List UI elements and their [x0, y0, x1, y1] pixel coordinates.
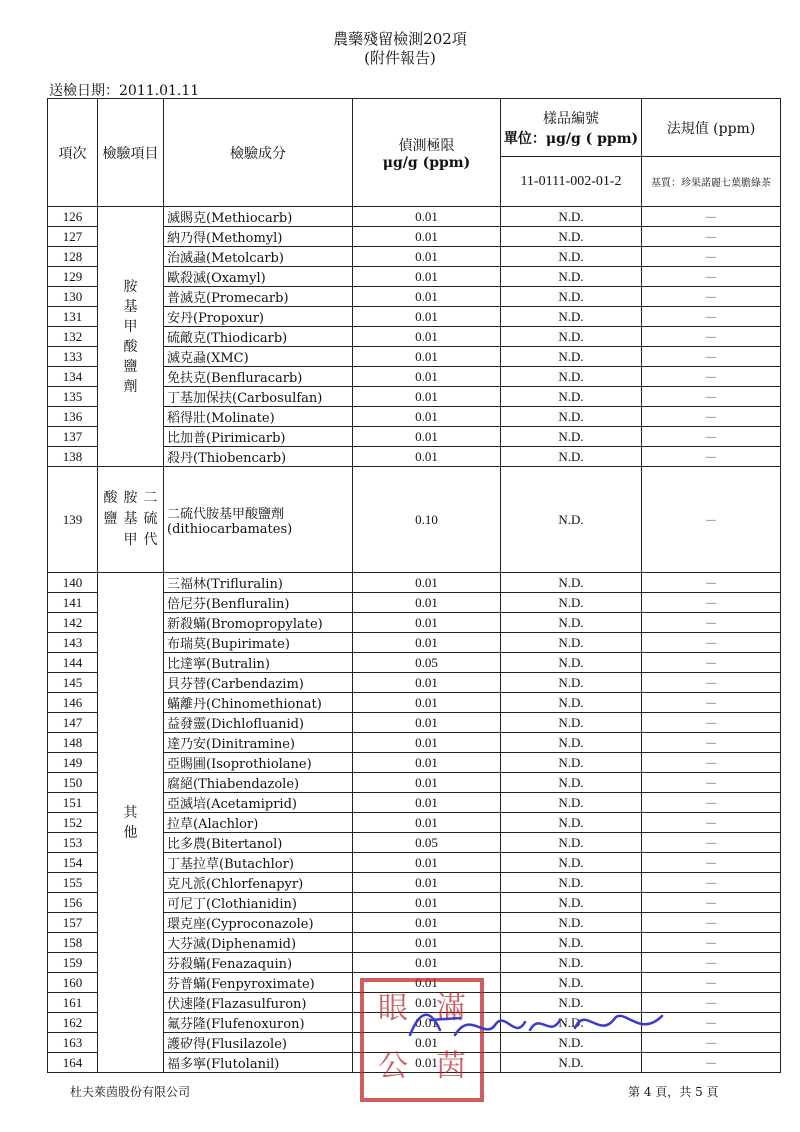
regulation-value: － [642, 267, 781, 287]
detection-limit: 0.01 [353, 307, 501, 327]
component-name: 普滅克(Promecarb) [164, 287, 353, 307]
detection-limit: 0.01 [353, 287, 501, 307]
test-result: N.D. [501, 387, 642, 407]
regulation-value: － [642, 613, 781, 633]
test-result: N.D. [501, 973, 642, 993]
component-name: 貝芬替(Carbendazim) [164, 673, 353, 693]
regulation-value: － [642, 813, 781, 833]
item-number: 156 [48, 893, 98, 913]
category-carbamate [98, 207, 164, 467]
component-name: 可尼丁(Clothianidin) [164, 893, 353, 913]
footer-company: 杜夫萊茵股份有限公司 [70, 1085, 191, 1099]
detection-limit: 0.05 [353, 833, 501, 853]
sample-matrix: 基質：珍果諾麗七葉膽綠茶 [642, 157, 781, 207]
test-result: N.D. [501, 813, 642, 833]
regulation-value: － [642, 573, 781, 593]
test-result: N.D. [501, 853, 642, 873]
test-result: N.D. [501, 227, 642, 247]
test-result: N.D. [501, 573, 642, 593]
item-number: 141 [48, 593, 98, 613]
header-limit-line1: 偵測極限 [398, 137, 455, 154]
detection-limit: 0.01 [353, 633, 501, 653]
table-row [48, 207, 781, 227]
test-result: N.D. [501, 447, 642, 467]
test-result: N.D. [501, 773, 642, 793]
regulation-value: － [642, 793, 781, 813]
component-name: 新殺蟎(Bromopropylate) [164, 613, 353, 633]
submission-date: 送檢日期：2011.01.11 [49, 83, 200, 99]
item-number: 151 [48, 793, 98, 813]
detection-limit: 0.01 [353, 993, 501, 1013]
test-result: N.D. [501, 993, 642, 1013]
component-name: 氟芬隆(Flufenoxuron) [164, 1013, 353, 1033]
header-regulation: 法規值 (ppm) [642, 99, 781, 157]
item-number: 136 [48, 407, 98, 427]
test-result: N.D. [501, 1013, 642, 1033]
header-sample [501, 99, 642, 157]
regulation-value: － [642, 953, 781, 973]
test-result: N.D. [501, 593, 642, 613]
detection-limit: 0.01 [353, 753, 501, 773]
results-table [47, 98, 781, 1073]
item-number: 158 [48, 933, 98, 953]
test-result: N.D. [501, 307, 642, 327]
test-result: N.D. [501, 407, 642, 427]
component-name: 硫敵克(Thiodicarb) [164, 327, 353, 347]
detection-limit: 0.01 [353, 207, 501, 227]
component-name: 稻得壯(Molinate) [164, 407, 353, 427]
regulation-value: － [642, 427, 781, 447]
component-name: 拉草(Alachlor) [164, 813, 353, 833]
detection-limit: 0.01 [353, 773, 501, 793]
category-label-column: 酸鹽 [103, 490, 118, 527]
component-name: 倍尼芬(Benfluralin) [164, 593, 353, 613]
regulation-value: － [642, 693, 781, 713]
regulation-value: － [642, 407, 781, 427]
regulation-value: － [642, 633, 781, 653]
regulation-value: － [642, 387, 781, 407]
regulation-value: － [642, 713, 781, 733]
component-name: 治滅蝨(Metolcarb) [164, 247, 353, 267]
regulation-value: － [642, 307, 781, 327]
detection-limit: 0.01 [353, 573, 501, 593]
test-result: N.D. [501, 653, 642, 673]
regulation-value: － [642, 933, 781, 953]
header-sample-line1: 樣品編號 [543, 110, 599, 127]
header-limit-line2: μg/g (ppm) [382, 154, 471, 171]
stamp-char: 公 [378, 1049, 408, 1084]
detection-limit: 0.01 [353, 953, 501, 973]
component-name-line: 二硫代胺基甲酸鹽劑 [167, 506, 285, 522]
item-number: 133 [48, 347, 98, 367]
item-number: 137 [48, 427, 98, 447]
component-name: 歐殺滅(Oxamyl) [164, 267, 353, 287]
regulation-value: － [642, 833, 781, 853]
regulation-value: － [642, 653, 781, 673]
detection-limit: 0.01 [353, 267, 501, 287]
detection-limit: 0.01 [353, 813, 501, 833]
item-number: 144 [48, 653, 98, 673]
detection-limit: 0.01 [353, 447, 501, 467]
regulation-value: － [642, 993, 781, 1013]
component-name: 芬殺蟎(Fenazaquin) [164, 953, 353, 973]
table-row [48, 467, 781, 573]
detection-limit: 0.05 [353, 653, 501, 673]
item-number: 142 [48, 613, 98, 633]
item-number: 163 [48, 1033, 98, 1053]
item-number: 146 [48, 693, 98, 713]
item-number: 164 [48, 1053, 98, 1073]
test-result: N.D. [501, 733, 642, 753]
component-name: 亞賜圃(Isoprothiolane) [164, 753, 353, 773]
regulation-value: － [642, 1053, 781, 1073]
test-result: N.D. [501, 1053, 642, 1073]
test-result: N.D. [501, 207, 642, 227]
component-name: 環克座(Cyproconazole) [164, 913, 353, 933]
item-number: 160 [48, 973, 98, 993]
item-number: 150 [48, 773, 98, 793]
item-number: 154 [48, 853, 98, 873]
regulation-value: － [642, 207, 781, 227]
component-name: 克凡派(Chlorfenapyr) [164, 873, 353, 893]
detection-limit: 0.01 [353, 973, 501, 993]
detection-limit: 0.01 [353, 613, 501, 633]
category-others [98, 573, 164, 1073]
item-number: 127 [48, 227, 98, 247]
detection-limit: 0.01 [353, 853, 501, 873]
detection-limit: 0.01 [353, 227, 501, 247]
category-label: 其他 [123, 804, 138, 841]
item-number: 148 [48, 733, 98, 753]
table-row [48, 573, 781, 593]
header-item-no: 項次 [48, 99, 98, 207]
title-line-2: (附件報告) [364, 49, 436, 67]
component-name: 護矽得(Flusilazole) [164, 1033, 353, 1053]
detection-limit: 0.01 [353, 367, 501, 387]
test-result: N.D. [501, 327, 642, 347]
item-number: 152 [48, 813, 98, 833]
component-name: 亞滅培(Acetamiprid) [164, 793, 353, 813]
component-name: 比多農(Bitertanol) [164, 833, 353, 853]
regulation-value: － [642, 287, 781, 307]
component-name: 納乃得(Methomyl) [164, 227, 353, 247]
detection-limit: 0.01 [353, 327, 501, 347]
regulation-value: － [642, 1013, 781, 1033]
item-number: 157 [48, 913, 98, 933]
header-category: 檢驗項目 [98, 99, 164, 207]
item-number: 162 [48, 1013, 98, 1033]
item-number: 149 [48, 753, 98, 773]
detection-limit: 0.01 [353, 1013, 501, 1033]
component-name: 益發靈(Dichlofluanid) [164, 713, 353, 733]
stamp-char: 滿 [436, 991, 466, 1026]
sample-id: 11-0111-002-01-2 [501, 157, 642, 207]
stamp-char: 茵 [436, 1049, 466, 1084]
regulation-value: － [642, 893, 781, 913]
component-name: 達乃安(Dinitramine) [164, 733, 353, 753]
test-result: N.D. [501, 833, 642, 853]
component-name: 腐絕(Thiabendazole) [164, 773, 353, 793]
category-label [104, 488, 158, 551]
regulation-value: － [642, 327, 781, 347]
item-number: 132 [48, 327, 98, 347]
detection-limit: 0.10 [353, 467, 501, 573]
item-number: 128 [48, 247, 98, 267]
regulation-value: － [642, 913, 781, 933]
item-number: 161 [48, 993, 98, 1013]
item-number: 135 [48, 387, 98, 407]
regulation-value: － [642, 753, 781, 773]
test-result: N.D. [501, 247, 642, 267]
item-number: 139 [48, 467, 98, 573]
detection-limit: 0.01 [353, 387, 501, 407]
component-name: 大芬滅(Diphenamid) [164, 933, 353, 953]
test-result: N.D. [501, 633, 642, 653]
category-dithiocarbamate [98, 467, 164, 573]
test-result: N.D. [501, 693, 642, 713]
component-name: 伏速隆(Flazasulfuron) [164, 993, 353, 1013]
regulation-value: － [642, 773, 781, 793]
header-sample-line2: 單位：μg/g ( ppm) [503, 130, 639, 147]
regulation-value: － [642, 853, 781, 873]
detection-limit: 0.01 [353, 1033, 501, 1053]
detection-limit: 0.01 [353, 673, 501, 693]
test-result: N.D. [501, 933, 642, 953]
test-result: N.D. [501, 1033, 642, 1053]
test-result: N.D. [501, 427, 642, 447]
header-limit [353, 99, 501, 207]
component-name-line: (dithiocarbamates) [167, 521, 293, 537]
item-number: 140 [48, 573, 98, 593]
regulation-value: － [642, 467, 781, 573]
category-label-column: 胺基甲 [123, 490, 138, 548]
detection-limit: 0.01 [353, 713, 501, 733]
detection-limit: 0.01 [353, 793, 501, 813]
component-name [164, 467, 353, 573]
detection-limit: 0.01 [353, 407, 501, 427]
test-result: N.D. [501, 713, 642, 733]
title-line-1: 農藥殘留檢測202項 [333, 30, 467, 48]
item-number: 159 [48, 953, 98, 973]
component-name: 布瑞莫(Bupirimate) [164, 633, 353, 653]
regulation-value: － [642, 733, 781, 753]
test-result: N.D. [501, 873, 642, 893]
component-name: 丁基拉草(Butachlor) [164, 853, 353, 873]
regulation-value: － [642, 247, 781, 267]
item-number: 143 [48, 633, 98, 653]
detection-limit: 0.01 [353, 427, 501, 447]
test-result: N.D. [501, 673, 642, 693]
component-name: 免扶克(Benfluracarb) [164, 367, 353, 387]
detection-limit: 0.01 [353, 1053, 501, 1073]
detection-limit: 0.01 [353, 593, 501, 613]
report-title [0, 30, 800, 68]
test-result: N.D. [501, 793, 642, 813]
component-name: 比加普(Pirimicarb) [164, 427, 353, 447]
item-number: 130 [48, 287, 98, 307]
regulation-value: － [642, 593, 781, 613]
test-result: N.D. [501, 287, 642, 307]
item-number: 131 [48, 307, 98, 327]
test-result: N.D. [501, 367, 642, 387]
component-name: 丁基加保扶(Carbosulfan) [164, 387, 353, 407]
component-name: 安丹(Propoxur) [164, 307, 353, 327]
regulation-value: － [642, 1033, 781, 1053]
regulation-value: － [642, 347, 781, 367]
regulation-value: － [642, 447, 781, 467]
item-number: 153 [48, 833, 98, 853]
detection-limit: 0.01 [353, 933, 501, 953]
test-result: N.D. [501, 953, 642, 973]
test-result: N.D. [501, 913, 642, 933]
detection-limit: 0.01 [353, 873, 501, 893]
component-name: 芬普蟎(Fenpyroximate) [164, 973, 353, 993]
test-result: N.D. [501, 467, 642, 573]
regulation-value: － [642, 227, 781, 247]
regulation-value: － [642, 873, 781, 893]
detection-limit: 0.01 [353, 247, 501, 267]
item-number: 145 [48, 673, 98, 693]
detection-limit: 0.01 [353, 733, 501, 753]
regulation-value: － [642, 367, 781, 387]
test-result: N.D. [501, 613, 642, 633]
test-result: N.D. [501, 347, 642, 367]
component-name: 福多寧(Flutolanil) [164, 1053, 353, 1073]
item-number: 126 [48, 207, 98, 227]
component-name: 比達寧(Butralin) [164, 653, 353, 673]
item-number: 155 [48, 873, 98, 893]
regulation-value: － [642, 673, 781, 693]
test-result: N.D. [501, 267, 642, 287]
item-number: 129 [48, 267, 98, 287]
detection-limit: 0.01 [353, 347, 501, 367]
test-result: N.D. [501, 893, 642, 913]
component-name: 三福林(Trifluralin) [164, 573, 353, 593]
test-result: N.D. [501, 753, 642, 773]
footer-page-number: 第 4 頁，共 5 頁 [628, 1085, 719, 1099]
stamp-char: 眼 [378, 991, 408, 1026]
component-name: 殺丹(Thiobencarb) [164, 447, 353, 467]
component-name: 蟎離丹(Chinomethionat) [164, 693, 353, 713]
component-name: 滅賜克(Methiocarb) [164, 207, 353, 227]
detection-limit: 0.01 [353, 893, 501, 913]
handwritten-signature [400, 1000, 670, 1050]
item-number: 147 [48, 713, 98, 733]
detection-limit: 0.01 [353, 693, 501, 713]
detection-limit: 0.01 [353, 913, 501, 933]
component-name: 滅克蝨(XMC) [164, 347, 353, 367]
item-number: 138 [48, 447, 98, 467]
regulation-value: － [642, 973, 781, 993]
category-label-column: 二硫代 [143, 490, 158, 548]
header-component: 檢驗成分 [164, 99, 353, 207]
item-number: 134 [48, 367, 98, 387]
category-label: 胺基甲酸鹽劑 [123, 278, 138, 395]
